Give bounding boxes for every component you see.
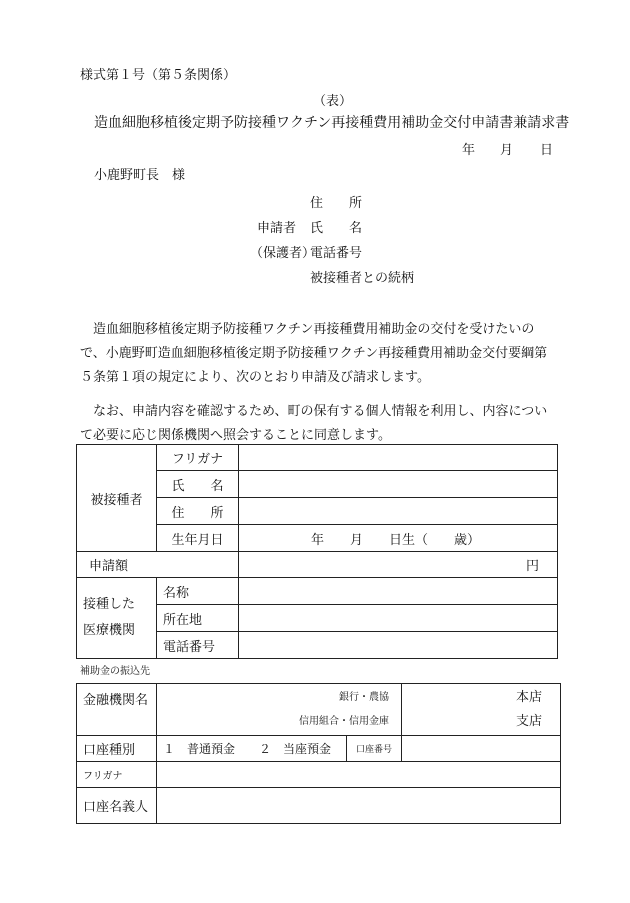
account-number-field[interactable]	[402, 736, 561, 762]
bank-label: 金融機関名	[77, 684, 157, 736]
applicant-phone-label: 電話番号	[310, 246, 363, 261]
recipient-furigana-field[interactable]	[239, 445, 558, 471]
amount-field[interactable]: 円	[239, 552, 558, 578]
institution-label-line2: 医療機関	[83, 623, 136, 638]
institution-location-field[interactable]	[239, 605, 558, 632]
institution-name-label: 名称	[157, 578, 239, 605]
application-table	[76, 444, 558, 659]
holder-furigana-field[interactable]	[157, 762, 561, 788]
date-day: 日	[540, 143, 554, 158]
bank-name-field[interactable]	[157, 684, 402, 736]
applicant-name-label: 氏 名	[310, 221, 363, 236]
account-number-label: 口座番号	[347, 736, 402, 762]
addressee: 小鹿野町長 様	[94, 168, 186, 183]
account-holder-label: 口座名義人	[77, 788, 157, 824]
applicant-role: 申請者	[257, 221, 297, 236]
transfer-table	[76, 683, 561, 824]
applicant-relation-label: 被接種者との続柄	[310, 271, 415, 286]
date-year: 年	[462, 143, 476, 158]
guardian-role: （保護者）	[250, 246, 316, 261]
branch-field[interactable]	[402, 684, 561, 736]
page-title: 造血細胞移植後定期予防接種ワクチン再接種費用補助金交付申請書兼請求書	[94, 115, 570, 131]
amount-label: 申請額	[77, 552, 239, 578]
bank-kind-2: 信用組合・信用金庫	[299, 715, 389, 727]
applicant-address-label: 住 所	[310, 196, 363, 211]
institution-phone-field[interactable]	[239, 632, 558, 659]
body-paragraph-1: 造血細胞移植後定期予防接種ワクチン再接種費用補助金の交付を受けたいので、小鹿野町造血細胞移植後定期予防接種ワクチン再接種費用補助金交付要綱第５条第１項の規定により、次のとおり申請及び請求します。	[80, 322, 548, 385]
name-label: 氏 名	[157, 471, 239, 498]
form-number: 様式第１号（第５条関係）	[80, 68, 237, 83]
institution-name-field[interactable]	[239, 578, 558, 605]
recipient-name-field[interactable]	[239, 471, 558, 498]
birthdate-field[interactable]: 年 月 日生（ 歳）	[239, 525, 558, 552]
address-label: 住 所	[157, 498, 239, 525]
transfer-caption: 補助金の振込先	[80, 666, 150, 677]
account-type-label: 口座種別	[77, 736, 157, 762]
account-holder-field[interactable]	[157, 788, 561, 824]
branch-main: 本店	[515, 689, 542, 705]
recipient-label: 被接種者	[77, 445, 157, 552]
institution-location-label: 所在地	[157, 605, 239, 632]
institution-label-line1: 接種した	[83, 597, 136, 612]
body-paragraph-2: なお、申請内容を確認するため、町の保有する個人情報を利用し、内容について必要に応じ関係機関へ照会することに同意します。	[80, 404, 548, 443]
institution-label	[77, 578, 157, 659]
bank-kind-1: 銀行・農協	[339, 691, 389, 703]
recipient-address-field[interactable]	[239, 498, 558, 525]
account-type-field[interactable]: １ 普通預金 ２ 当座預金	[157, 736, 347, 762]
institution-phone-label: 電話番号	[157, 632, 239, 659]
holder-furigana-label: フリガナ	[77, 762, 157, 788]
date-month: 月	[500, 143, 514, 158]
furigana-label: フリガナ	[157, 445, 239, 471]
birthdate-label: 生年月日	[157, 525, 239, 552]
branch-sub: 支店	[515, 713, 542, 729]
side-label: （表）	[313, 94, 353, 109]
